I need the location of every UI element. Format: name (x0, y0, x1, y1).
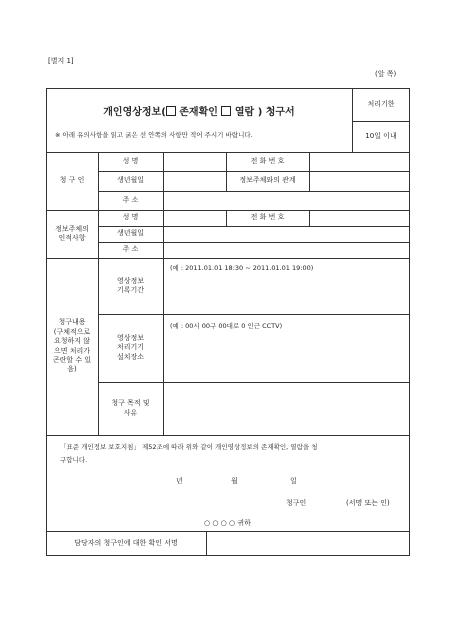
requester-relation-field[interactable] (310, 172, 409, 190)
subject-birth-field[interactable] (164, 227, 409, 241)
view-check-checkbox[interactable] (221, 106, 231, 116)
statement-line-2: 구합니다. (60, 456, 88, 464)
form-title: 개인영상정보( 존재확인 열람 ) 청구서 (103, 107, 295, 118)
date-month: 월 (231, 477, 238, 485)
requester-section-label: 청 구 인 (59, 176, 85, 185)
requester-address-label: 주 소 (122, 195, 139, 204)
subject-address-field[interactable] (164, 243, 409, 257)
signature-field[interactable]: (서명 또는 인) (346, 499, 390, 507)
subject-address-label: 주 소 (122, 245, 139, 254)
processing-label: 처리기한 (367, 99, 395, 108)
period-label: 영상정보 기록기간 (116, 276, 145, 294)
requester-address-field[interactable] (164, 192, 409, 209)
subject-phone-label: 전 화 번 호 (250, 213, 285, 222)
signer-label: 청구인 (286, 499, 307, 507)
page-note: (앞 쪽) (375, 70, 397, 78)
requester-phone-label: 전 화 번 호 (250, 156, 285, 165)
purpose-label: 청구 목적 및 사유 (111, 399, 150, 417)
subject-birth-label: 생년월일 (116, 229, 145, 238)
requester-name-label: 성 명 (122, 156, 139, 165)
location-label: 영상정보 처리기기 설치장소 (116, 333, 145, 361)
subject-section-label: 정보주체의 인적사항 (55, 224, 89, 242)
subject-phone-field[interactable] (310, 211, 409, 225)
requester-name-field[interactable] (164, 153, 225, 170)
notice-text: ※ 아래 유의사항을 읽고 굵은 선 안쪽의 사항만 적어 주시기 바랍니다. (55, 131, 253, 139)
date-day: 일 (290, 477, 297, 485)
subject-name-field[interactable] (164, 211, 225, 225)
form-id: [별지 1] (48, 57, 74, 65)
requester-birth-field[interactable] (164, 172, 225, 190)
requester-phone-field[interactable] (310, 153, 409, 170)
statement-line-1: 「표준 개인정보 보호지침」 제52조에 따라 위와 같이 개인영상정보의 존재확인, 열람을 청 (60, 443, 318, 451)
location-field[interactable]: (예 : 00시 00구 00대로 0 인근 CCTV) (170, 322, 283, 330)
exist-check-checkbox[interactable] (166, 106, 176, 116)
purpose-field[interactable] (164, 383, 409, 434)
processing-value: 10일 이내 (365, 131, 397, 140)
period-field[interactable]: (예 : 2011.01.01 18:30 ~ 2011.01.01 19:00) (170, 264, 314, 272)
recipient-text: ○ ○ ○ ○ 귀하 (204, 519, 251, 527)
requester-birth-label: 생년월일 (116, 176, 145, 185)
confirm-label: 담당자의 청구인에 대한 확인 서명 (74, 538, 178, 547)
subject-name-label: 성 명 (122, 213, 139, 222)
date-year: 년 (176, 477, 183, 485)
request-section-label: 청구내용 (구체적으로 요청하지 않 으면 처리가 곤란할 수 있 음) (52, 318, 92, 374)
requester-relation-label: 정보주체와의 관계 (239, 176, 296, 185)
confirm-signature-field[interactable] (207, 532, 409, 555)
